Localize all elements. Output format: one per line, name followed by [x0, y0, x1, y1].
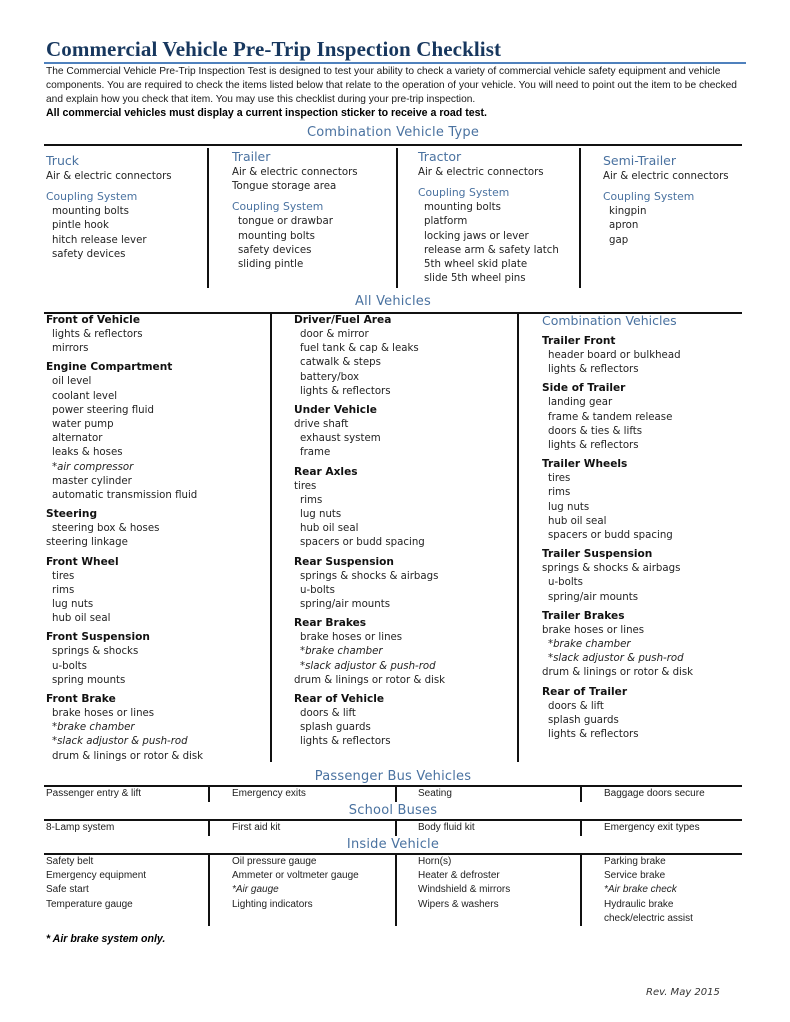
column-title: Semi-Trailer [603, 153, 677, 168]
checklist-item: lights & reflectors [548, 729, 639, 741]
checklist-item: lights & reflectors [548, 364, 639, 376]
checklist-item: Emergency exit types [604, 822, 700, 833]
checklist-item: Wipers & washers [418, 898, 499, 910]
checklist-item: springs & shocks & airbags [300, 570, 439, 582]
coupling-system-heading: Coupling System [418, 186, 510, 200]
group-heading-trailer-suspension: Trailer Suspension [542, 548, 653, 561]
checklist-item: apron [609, 220, 639, 232]
checklist-item: frame & tandem release [548, 411, 673, 423]
group-heading-driver-fuel-area: Driver/Fuel Area [294, 314, 392, 326]
checklist-item: Safety belt [46, 856, 94, 867]
column-title: Truck [46, 153, 79, 168]
group-heading-trailer-brakes: Trailer Brakes [542, 609, 625, 622]
section-heading-passenger-bus: Passenger Bus Vehicles [314, 769, 472, 784]
checklist-item: kingpin [609, 206, 647, 218]
checklist-item: lights & reflectors [52, 329, 143, 340]
coupling-system-heading: Coupling System [46, 190, 138, 204]
school-bus-row [44, 821, 742, 836]
checklist-item: rims [300, 494, 323, 506]
checklist-item: locking jaws or lever [424, 230, 529, 242]
checklist-item: *slack adjustor & push-rod [300, 660, 436, 672]
checklist-item: hub oil seal [548, 515, 607, 527]
checklist-item: Emergency equipment [46, 870, 147, 882]
all-vehicles-column-middle [294, 313, 445, 750]
checklist-item: leaks & hoses [52, 447, 123, 459]
checklist-item: lug nuts [300, 509, 342, 521]
checklist-item: alternator [52, 433, 103, 445]
intro-paragraph: The Commercial Vehicle Pre-Trip Inspection Test is designed to test your ability to check a variety of commercial vehicle safety equipment and vehicle components. You are required to check the items listed below that relate to the operation of your vehicle. You will need to point out the item to be checked and explain how you check that item. You may use this checklist during your pre-trip inspection. [46, 66, 737, 106]
checklist-item: tires [294, 480, 317, 492]
column-title: Trailer [232, 149, 271, 164]
checklist-item: Body fluid kit [418, 822, 475, 833]
checklist-item: mounting bolts [52, 206, 129, 218]
checklist-item: water pump [52, 419, 114, 431]
checklist-item: Parking brake [604, 856, 666, 867]
checklist-item: *Air gauge [232, 884, 279, 896]
checklist-item: drum & linings or rotor & disk [542, 667, 694, 679]
checklist-item: Oil pressure gauge [232, 856, 317, 867]
checklist-item: Emergency exits [232, 788, 306, 799]
checklist-item: Passenger entry & lift [46, 788, 142, 799]
checklist-item: rims [52, 584, 75, 596]
checklist-item: splash guards [300, 722, 371, 734]
checklist-item: Air & electric connectors [46, 171, 172, 182]
checklist-item: splash guards [548, 714, 619, 726]
group-heading-rear-suspension: Rear Suspension [294, 555, 394, 568]
checklist-item: brake hoses or lines [300, 632, 403, 644]
inside-vehicle-column [604, 855, 693, 926]
checklist-item: *brake chamber [52, 722, 135, 734]
checklist-item: springs & shocks & airbags [542, 563, 681, 575]
checklist-item: Air & electric connectors [603, 171, 729, 182]
checklist-item: sliding pintle [238, 259, 304, 271]
group-heading-front-suspension: Front Suspension [46, 631, 150, 644]
checklist-item: fuel tank & cap & leaks [300, 343, 419, 355]
checklist-item: drive shaft [294, 419, 349, 431]
title-underline [44, 62, 746, 64]
group-heading-front-wheel: Front Wheel [46, 555, 119, 568]
checklist-item: doors & lift [300, 708, 356, 720]
checklist-item: battery/box [300, 371, 360, 383]
group-heading-trailer-front: Trailer Front [542, 335, 616, 347]
combination-column-semi-trailer [603, 152, 729, 248]
column-divider [517, 314, 519, 762]
checklist-item: mirrors [52, 343, 89, 355]
checklist-item: lug nuts [548, 501, 590, 513]
checklist-item: Windshield & mirrors [418, 884, 511, 896]
checklist-item: safety devices [238, 244, 312, 256]
air-brake-footnote: * Air brake system only. [46, 933, 166, 945]
checklist-item: First aid kit [232, 822, 281, 833]
section-heading-inside-vehicle: Inside Vehicle [346, 837, 440, 852]
group-heading-side-of-trailer: Side of Trailer [542, 382, 626, 395]
section-heading-combination-type: Combination Vehicle Type [306, 125, 480, 140]
checklist-item: oil level [52, 376, 92, 388]
checklist-item: check/electric assist [604, 912, 693, 924]
group-heading-front-of-vehicle: Front of Vehicle [46, 314, 141, 326]
coupling-system-heading: Coupling System [603, 190, 695, 204]
checklist-item: u-bolts [52, 660, 87, 672]
checklist-item: exhaust system [300, 433, 381, 445]
group-heading-steering: Steering [46, 508, 98, 521]
checklist-item: landing gear [548, 397, 613, 409]
checklist-item: tires [548, 473, 571, 485]
checklist-item: *brake chamber [548, 639, 631, 651]
checklist-item: tires [52, 570, 75, 582]
checklist-item: header board or bulkhead [548, 350, 681, 361]
group-heading-rear-axles: Rear Axles [294, 465, 358, 478]
combination-vehicles-heading: Combination Vehicles [542, 313, 677, 328]
inside-vehicle-column [232, 855, 359, 912]
column-divider [579, 148, 581, 288]
column-divider [270, 314, 272, 762]
checklist-item: Tongue storage area [232, 181, 337, 193]
group-heading-front-brake: Front Brake [46, 693, 116, 706]
checklist-item: Temperature gauge [46, 898, 133, 910]
checklist-item: frame [300, 447, 331, 459]
checklist-item: spring/air mounts [300, 599, 391, 611]
group-heading-rear-of-trailer: Rear of Trailer [542, 685, 628, 698]
checklist-item: *air compressor [52, 461, 134, 473]
section-rule [44, 144, 742, 146]
page-title: Commercial Vehicle Pre-Trip Inspection Checklist [46, 37, 502, 61]
all-vehicles-column-left [46, 313, 203, 764]
revision-date: Rev. May 2015 [646, 987, 720, 998]
checklist-item: power steering fluid [52, 404, 154, 416]
checklist-item: Hydraulic brake [604, 898, 674, 910]
checklist-item: Baggage doors secure [604, 788, 705, 799]
checklist-item: mounting bolts [238, 230, 315, 242]
checklist-item: rims [548, 487, 571, 499]
group-heading-under-vehicle: Under Vehicle [294, 404, 377, 417]
checklist-item: spacers or budd spacing [548, 530, 673, 542]
section-heading-all-vehicles: All Vehicles [355, 294, 431, 309]
checklist-item: Service brake [604, 870, 666, 882]
checklist-item: 8-Lamp system [46, 822, 115, 833]
checklist-item: brake hoses or lines [542, 624, 645, 636]
checklist-item: u-bolts [548, 577, 583, 589]
column-title: Tractor [418, 149, 462, 164]
group-heading-rear-brakes: Rear Brakes [294, 617, 367, 630]
checklist-item: gap [609, 234, 629, 246]
checklist-item: tongue or drawbar [238, 216, 333, 228]
checklist-item: lights & reflectors [300, 385, 391, 397]
group-heading-rear-of-vehicle: Rear of Vehicle [294, 693, 385, 706]
inside-vehicle-row [44, 855, 742, 927]
inspection-sticker-notice: All commercial vehicles must display a current inspection sticker to receive a road test. [46, 107, 487, 119]
checklist-item: springs & shocks [52, 646, 139, 658]
combination-column-truck [46, 152, 172, 262]
checklist-item: mounting bolts [424, 202, 501, 214]
checklist-item: Safe start [46, 884, 89, 896]
checklist-item: hub oil seal [52, 613, 111, 625]
combination-column-trailer [232, 148, 358, 272]
checklist-item: hub oil seal [300, 523, 359, 535]
checklist-item: Lighting indicators [232, 898, 313, 910]
checklist-item: Heater & defroster [418, 870, 500, 882]
checklist-item: Ammeter or voltmeter gauge [232, 870, 359, 882]
checklist-item: *slack adjustor & push-rod [548, 653, 684, 665]
checklist-item: slide 5th wheel pins [424, 273, 526, 285]
checklist-item: automatic transmission fluid [52, 490, 198, 502]
checklist-item: Seating [418, 788, 452, 799]
checklist-item: Air & electric connectors [418, 167, 544, 178]
checklist-item: lights & reflectors [300, 736, 391, 748]
checklist-item: doors & lift [548, 700, 604, 712]
column-divider [396, 148, 398, 288]
all-vehicles-column-right [542, 312, 693, 742]
checklist-item: spring/air mounts [548, 591, 639, 603]
checklist-item: master cylinder [52, 475, 132, 487]
checklist-item: lug nuts [52, 599, 94, 611]
group-heading-engine-compartment: Engine Compartment [46, 361, 173, 374]
checklist-item: door & mirror [300, 329, 369, 340]
checklist-item: release arm & safety latch [424, 244, 559, 256]
checklist-item: drum & linings or rotor & disk [294, 674, 446, 686]
checklist-item: safety devices [52, 248, 126, 260]
checklist-item: brake hoses or lines [52, 708, 155, 720]
checklist-item: catwalk & steps [300, 357, 381, 369]
checklist-item: *brake chamber [300, 646, 383, 658]
checklist-item: pintle hook [52, 220, 109, 232]
checklist-item: lights & reflectors [548, 440, 639, 452]
inside-vehicle-column [46, 855, 146, 912]
checklist-item: platform [424, 216, 468, 228]
checklist-item: steering linkage [46, 537, 128, 549]
checklist-item: drum & linings or rotor & disk [52, 750, 204, 762]
group-heading-trailer-wheels: Trailer Wheels [542, 458, 628, 471]
checklist-item: *slack adjustor & push-rod [52, 736, 188, 748]
checklist-item: 5th wheel skid plate [424, 259, 528, 271]
section-heading-school-buses: School Buses [348, 803, 438, 818]
checklist-item: spacers or budd spacing [300, 537, 425, 549]
combination-column-tractor [418, 148, 559, 286]
checklist-item: *Air brake check [604, 884, 677, 896]
checklist-item: spring mounts [52, 674, 126, 686]
checklist-item: steering box & hoses [52, 523, 160, 535]
passenger-bus-row [44, 787, 742, 802]
column-divider [207, 148, 209, 288]
coupling-system-heading: Coupling System [232, 200, 324, 214]
checklist-item: hitch release lever [52, 234, 147, 246]
checklist-item: Air & electric connectors [232, 167, 358, 178]
checklist-item: doors & ties & lifts [548, 425, 643, 437]
inside-vehicle-column [418, 855, 510, 912]
checklist-item: coolant level [52, 390, 118, 402]
checklist-item: u-bolts [300, 584, 335, 596]
checklist-item: Horn(s) [418, 856, 452, 867]
